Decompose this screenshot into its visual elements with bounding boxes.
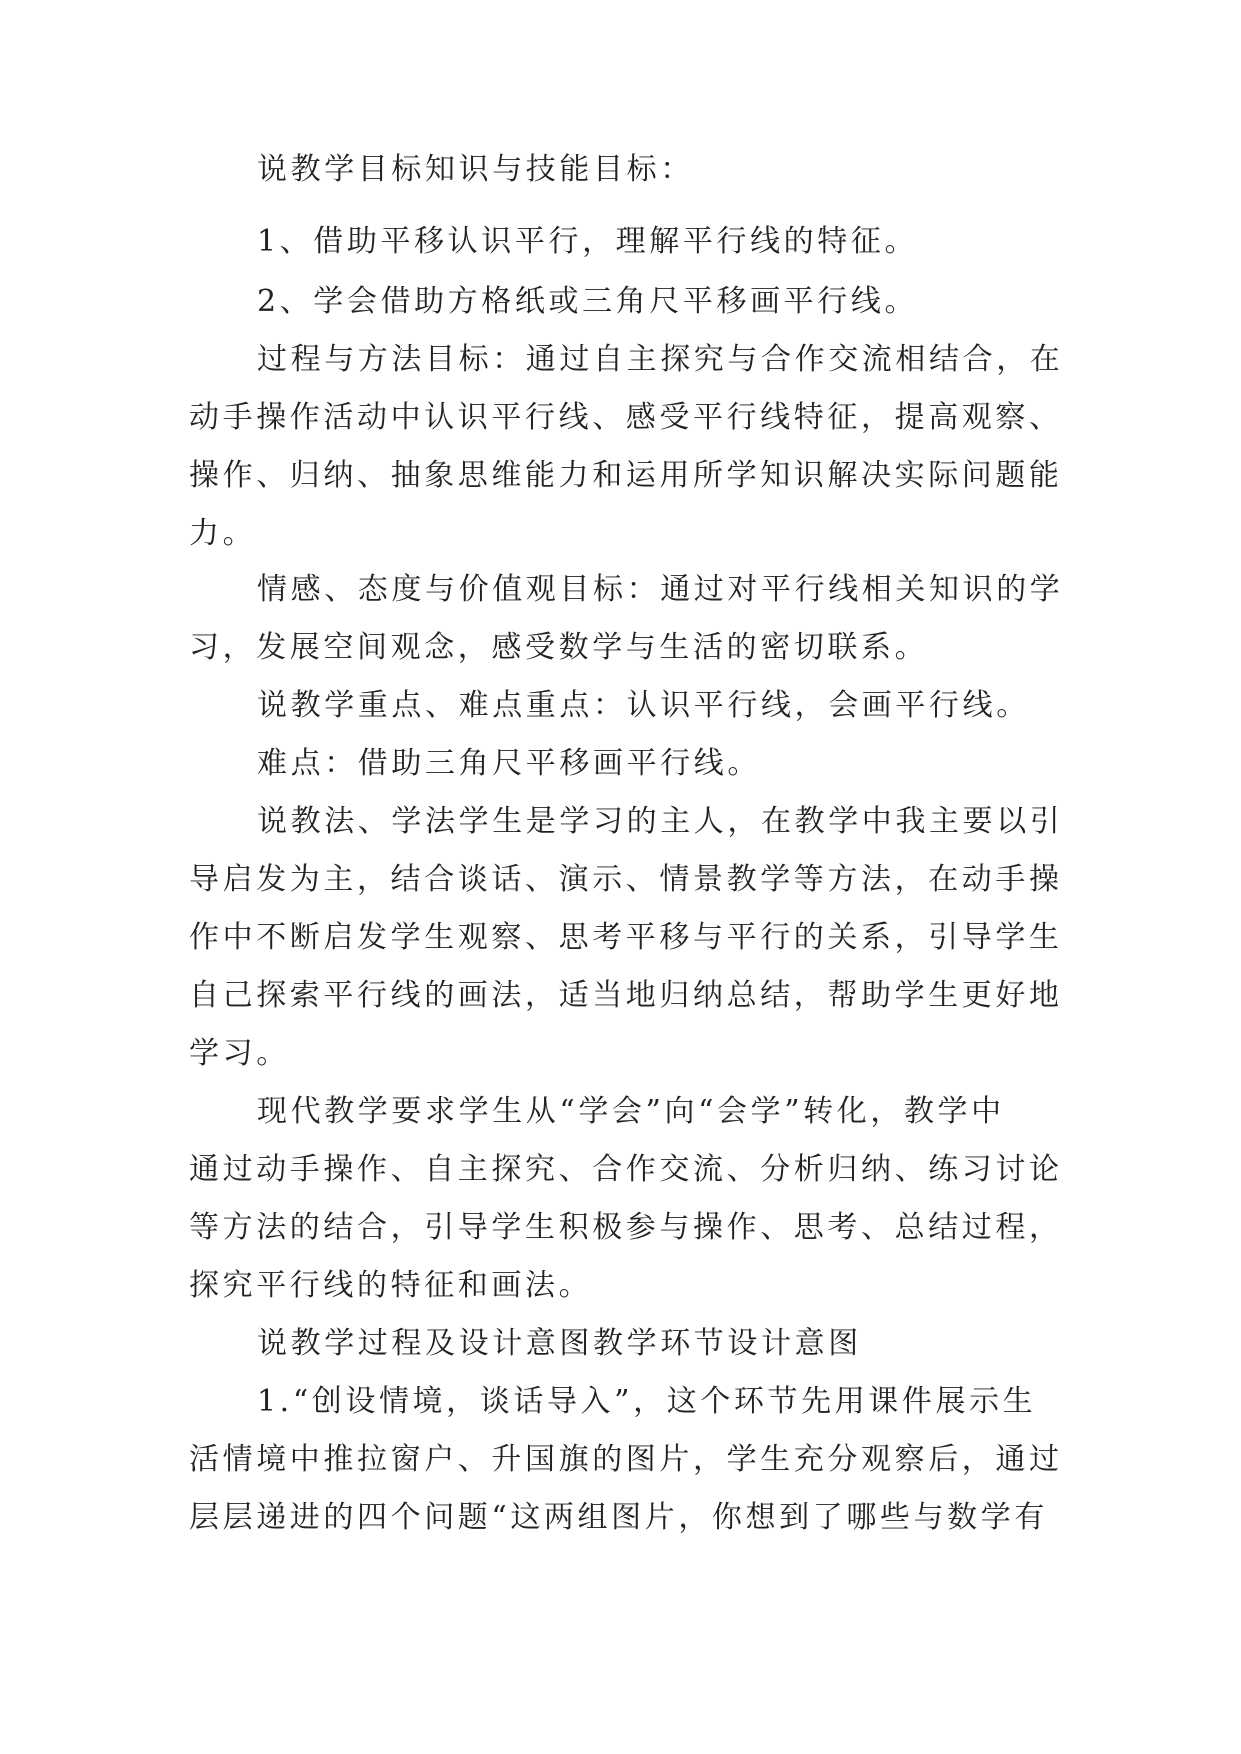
text-line: 自己探索平行线的画法，适当地归纳总结，帮助学生更好地: [189, 978, 1063, 1013]
text-line: 难点：借助三角尺平移画平行线。: [257, 746, 761, 781]
text-line: 说教学重点、难点重点：认识平行线，会画平行线。: [257, 688, 1030, 723]
text-line: 导启发为主，结合谈话、演示、情景教学等方法，在动手操: [189, 862, 1063, 897]
text-line: 活情境中推拉窗户、升国旗的图片，学生充分观察后，通过: [189, 1442, 1063, 1477]
text-line: 说教学过程及设计意图教学环节设计意图: [257, 1326, 862, 1361]
text-line: 说教法、学法学生是学习的主人，在教学中我主要以引: [257, 804, 1064, 839]
text-line: 说教学目标知识与技能目标：: [257, 152, 694, 187]
text-line: 2、学会借助方格纸或三角尺平移画平行线。: [257, 284, 919, 319]
text-line: 作中不断启发学生观察、思考平移与平行的关系，引导学生: [189, 920, 1063, 955]
text-line: 动手操作活动中认识平行线、感受平行线特征，提高观察、: [189, 400, 1063, 435]
text-line: 习，发展空间观念，感受数学与生活的密切联系。: [189, 630, 929, 665]
text-line: 情感、态度与价值观目标：通过对平行线相关知识的学: [257, 572, 1064, 607]
text-line: 通过动手操作、自主探究、合作交流、分析归纳、练习讨论: [189, 1152, 1063, 1187]
text-line: 学习。: [189, 1036, 290, 1071]
text-line: 力。: [189, 516, 257, 551]
text-line: 探究平行线的特征和画法。: [189, 1268, 593, 1303]
text-line: 层层递进的四个问题“这两组图片，你想到了哪些与数学有: [189, 1500, 1048, 1535]
text-line: 操作、归纳、抽象思维能力和运用所学知识解决实际问题能: [189, 458, 1063, 493]
text-line: 现代教学要求学生从“学会”向“会学”转化，教学中: [257, 1094, 1005, 1129]
text-line: 过程与方法目标：通过自主探究与合作交流相结合，在: [257, 342, 1064, 377]
text-line: 1.“创设情境，谈话导入”，这个环节先用课件展示生: [257, 1384, 1037, 1419]
text-line: 1、借助平移认识平行，理解平行线的特征。: [257, 224, 919, 259]
text-line: 等方法的结合，引导学生积极参与操作、思考、总结过程，: [189, 1210, 1063, 1245]
